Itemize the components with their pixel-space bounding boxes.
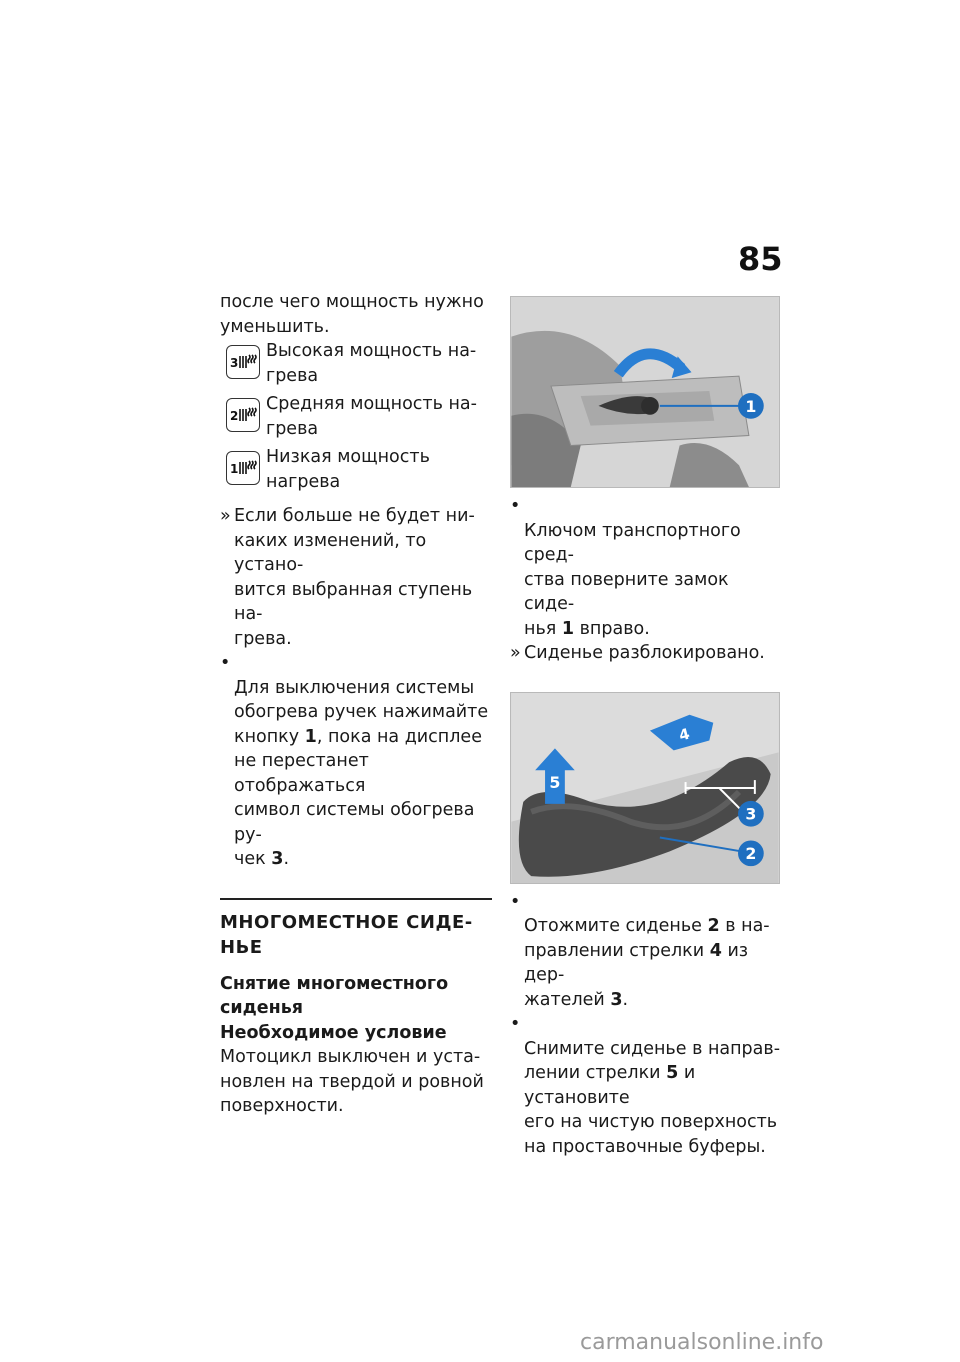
svg-text:2: 2 (230, 409, 239, 423)
press-step-text-a: Отожмите сиденье (524, 916, 708, 936)
intro-line-1: после чего мощность нужно (220, 292, 484, 312)
svg-text:3: 3 (230, 356, 239, 370)
remove-step-text-a: Снимите сиденье в направ- лении стрелки (524, 1038, 781, 1083)
press-seat-step (510, 890, 782, 1013)
unlock-result (510, 641, 782, 666)
figure1-callout-1: 1 (745, 396, 757, 416)
left-column (220, 290, 492, 1119)
press-step-text-b: в на- правлении стрелки (524, 916, 770, 961)
heating-level-3-icon (226, 345, 260, 379)
step-text-a: Для выключения системы обогрева ручек нажимайте кнопку (234, 677, 489, 747)
arrow-number: 4 (709, 940, 722, 961)
step-text-c: . (283, 849, 290, 869)
precondition-text: Мотоцикл выключен и уста- новлен на твердой и ровной поверхности. (220, 1047, 484, 1116)
section-divider (220, 898, 492, 900)
step-item (220, 651, 492, 872)
page-number: 85 (738, 240, 783, 278)
step-text-b: , пока на дисплее не перестанет отображаться символ системы обогрева ру- чек (234, 726, 482, 869)
heating-level-medium-text: Средняя мощность на- грева (266, 394, 477, 439)
heating-level-1-icon (226, 451, 260, 485)
symbol-number: 3 (271, 849, 284, 869)
svg-text:1: 1 (230, 462, 239, 476)
figure2-callout-5: 5 (549, 772, 561, 792)
seat-lock-figure (510, 296, 780, 488)
seat-lock-illustration (511, 297, 779, 487)
press-step-text-d: . (622, 989, 629, 1010)
key-step-text-b: вправо. (574, 618, 650, 639)
precondition-title: Необходимое условие (220, 1022, 447, 1043)
figure2-callout-4: 4 (677, 725, 692, 745)
button-number: 1 (304, 726, 317, 747)
remove-seat-step (510, 1012, 782, 1159)
result-item (220, 504, 492, 651)
heating-level-medium (220, 392, 492, 441)
holder-number: 3 (610, 989, 623, 1010)
seat-removal-illustration (511, 693, 779, 883)
heating-level-high (220, 339, 492, 388)
watermark: carmanualsonline.info (580, 1330, 824, 1355)
bullet-mark: • (510, 496, 521, 516)
bullet-mark: • (510, 891, 521, 912)
lock-number: 1 (561, 618, 575, 639)
result-arrow-mark: » (510, 643, 521, 663)
bullet-mark: • (510, 1014, 521, 1034)
subsection-title: Снятие многоместного сиденья (220, 973, 449, 1018)
bullet-mark: • (220, 653, 231, 673)
seat-removal-figure (510, 692, 780, 884)
result-arrow-mark: » (220, 506, 231, 526)
figure2-callout-2: 2 (745, 843, 757, 863)
intro-line-2: уменьшить. (220, 316, 330, 337)
intro-text (220, 290, 492, 339)
heating-level-high-text: Высокая мощность на- грева (266, 341, 477, 386)
press-step-text-c: из дер- жателей (524, 940, 749, 1010)
unlock-result-text: Сиденье разблокировано. (524, 643, 765, 663)
remove-step-text-b: и установите его на чистую поверхность на проставочные буферы. (524, 1063, 778, 1157)
seat-number: 2 (707, 916, 720, 936)
heating-level-low (220, 445, 492, 494)
right-column (510, 296, 782, 1159)
heating-level-low-text: Низкая мощность нагрева (266, 447, 430, 492)
result-text: Если больше не будет ни- каких изменений, то устано- вится выбранная ступень на- грева. (234, 506, 475, 649)
lift-arrow-number: 5 (666, 1063, 679, 1083)
key-step (510, 494, 782, 641)
figure2-callout-3: 3 (745, 804, 757, 824)
section-title: МНОГОМЕСТНОЕ СИДЕ- НЬЕ (220, 911, 473, 958)
key-step-text-a: Ключом транспортного сред- ства поверните замок сиде- нья (524, 520, 741, 639)
heating-level-2-icon (226, 398, 260, 432)
